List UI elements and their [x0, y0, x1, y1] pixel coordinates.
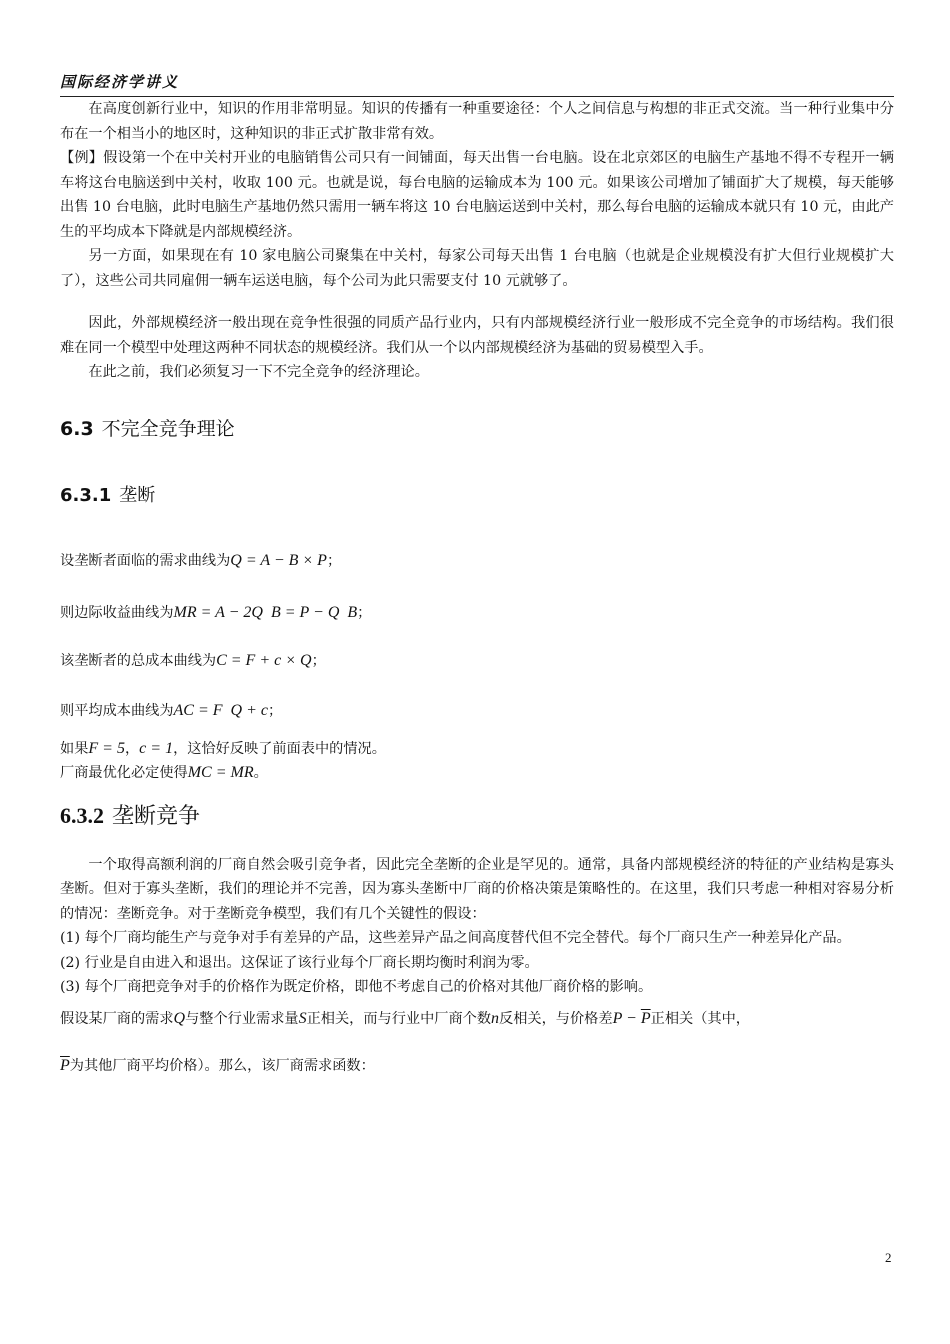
- page-number: 2: [885, 1250, 892, 1265]
- text: 。: [253, 764, 268, 781]
- paragraph: 因此，外部规模经济一般出现在竞争性很强的同质产品行业内，只有内部规模经济行业一般形成不完全竞争的市场结构。我们很难在同一个模型中处理这两种不同状态的规模经济。我们从一个以内部规模经济为基础的贸易模型入手。: [60, 315, 894, 356]
- formula-label: 则边际收益曲线为: [60, 604, 174, 621]
- demand-assumption: [60, 1006, 894, 1032]
- text: 如果: [60, 740, 89, 757]
- formula-label: 则平均成本曲线为: [60, 702, 174, 719]
- demand-function-intro: [60, 1054, 894, 1078]
- formula-math: AC = F Q + c: [173, 701, 268, 719]
- document-body: [60, 97, 894, 1078]
- section-number: 6.3: [60, 417, 94, 440]
- item-label: (2): [60, 954, 81, 971]
- formula-math: P −: [612, 1009, 641, 1027]
- formula-math: n: [491, 1009, 500, 1027]
- section-number: 6.3.2: [60, 802, 104, 828]
- formula-end: ；: [311, 652, 326, 669]
- section-title: 不完全竞争理论: [101, 417, 235, 440]
- header-title: 国际经济学讲义: [60, 73, 180, 91]
- formula-math: S: [298, 1009, 307, 1027]
- text: 厂商最优化必定使得: [60, 764, 188, 781]
- formula-label: 设垄断者面临的需求曲线为: [60, 552, 231, 569]
- paragraph: 一个取得高额利润的厂商自然会吸引竞争者，因此完全垄断的企业是罕见的。通常，具备内部规模经济的特征的产业结构是寡头垄断。但对于寡头垄断，我们的理论并不完善，因为寡头垄断中厂商的价格决策是策略性的。在这里，我们只考虑一种相对容易分析的情况：垄断竞争。对于垄断竞争模型，我们有几个关键性的假设：: [60, 856, 894, 922]
- text: 正相关（其中，: [650, 1010, 750, 1027]
- formula-end: ；: [267, 702, 283, 719]
- page-header: [60, 70, 894, 97]
- formula-math: F = 5: [88, 739, 125, 757]
- item-label: (3): [60, 979, 81, 995]
- formula-marginal-revenue: [60, 601, 894, 625]
- section-heading-6-3: [60, 415, 894, 443]
- formula-parameters: [60, 737, 894, 761]
- formula-end: ；: [326, 552, 342, 569]
- text: ，: [124, 740, 140, 757]
- formula-average-cost: [60, 699, 894, 723]
- paragraph: 在高度创新行业中，知识的作用非常明显。知识的传播有一种重要途径：个人之间信息与构想的非正式交流。当一种行业集中分布在一个相当小的地区时，这种知识的非正式扩散非常有效。: [60, 101, 894, 142]
- paragraph: 在此之前，我们必须复习一下不完全竞争的经济理论。: [88, 364, 429, 380]
- text: ，这恰好反映了前面表中的情况。: [173, 740, 386, 757]
- assumption-item: [60, 975, 894, 1000]
- formula-math: MR = A − 2Q B = P − Q B: [173, 603, 358, 621]
- formula-end: ；: [357, 604, 372, 621]
- assumption-item: [60, 951, 894, 976]
- text: 为其他厂商平均价格）。那么，该厂商需求函数：: [69, 1057, 375, 1074]
- text: 反相关，与价格差: [499, 1010, 613, 1027]
- item-text: 行业是自由进入和退出。这保证了该行业每个厂商长期均衡时利润为零。: [84, 954, 539, 971]
- item-text: 每个厂商把竞争对手的价格作为既定价格，即他不考虑自己的价格对其他厂商价格的影响。: [84, 979, 653, 995]
- formula-math: MC = MR: [187, 763, 254, 781]
- formula-total-cost: [60, 649, 894, 673]
- paragraph: 另一方面，如果现在有 10 家电脑公司聚集在中关村，每家公司每天出售 1 台电脑（也就是企业规模没有扩大但行业规模扩大了），这些公司共同雇佣一辆车运送电脑，每个公司为此只需要支付 10 元就够了。: [60, 248, 894, 289]
- formula-label: 该垄断者的总成本曲线为: [60, 652, 217, 669]
- text: 与整个行业需求量: [185, 1010, 299, 1027]
- item-text: 每个厂商均能生产与竞争对手有差异的产品，这些差异产品之间高度替代但不完全替代。每个厂商只生产一种差异化产品。: [84, 930, 851, 946]
- text: 正相关，而与行业中厂商个数: [306, 1010, 492, 1027]
- formula-math: Q = A − B × P: [230, 551, 327, 569]
- assumption-item: [60, 926, 894, 951]
- formula-demand: [60, 549, 894, 573]
- section-title: 垄断: [119, 484, 156, 506]
- section-title: 垄断竞争: [112, 802, 201, 828]
- formula-math: C = F + c × Q: [216, 651, 312, 669]
- item-label: (1): [60, 930, 81, 946]
- section-heading-6-3-1: [60, 483, 894, 509]
- text: 假设某厂商的需求: [60, 1010, 174, 1027]
- example-paragraph: 【例】假设第一个在中关村开业的电脑销售公司只有一间铺面，每天出售一台电脑。设在北京郊区的电脑生产基地不得不专程开一辆车将这台电脑送到中关村，收取 100 元。也就是说，每台电脑的运输成本为 100 元。如果该公司增加了铺面扩大了规模，每天能够出售 10 台电脑，此时电脑生产基地仍然只需用一辆车将这 10 台电脑运送到中关村，那么每台电脑的运输成本就只有 10 元，由此产生的平均成本下降就是内部规模经济。: [60, 150, 894, 240]
- formula-math-pbar: $\overline{P}$: [640, 1009, 651, 1027]
- formula-math: Q: [173, 1009, 186, 1027]
- formula-optimization: [60, 761, 894, 785]
- formula-math-pbar: $\overline{P}$: [60, 1056, 70, 1074]
- section-number: 6.3.1: [60, 484, 112, 506]
- formula-math: c = 1: [139, 739, 174, 757]
- section-heading-6-3-2: [60, 801, 894, 831]
